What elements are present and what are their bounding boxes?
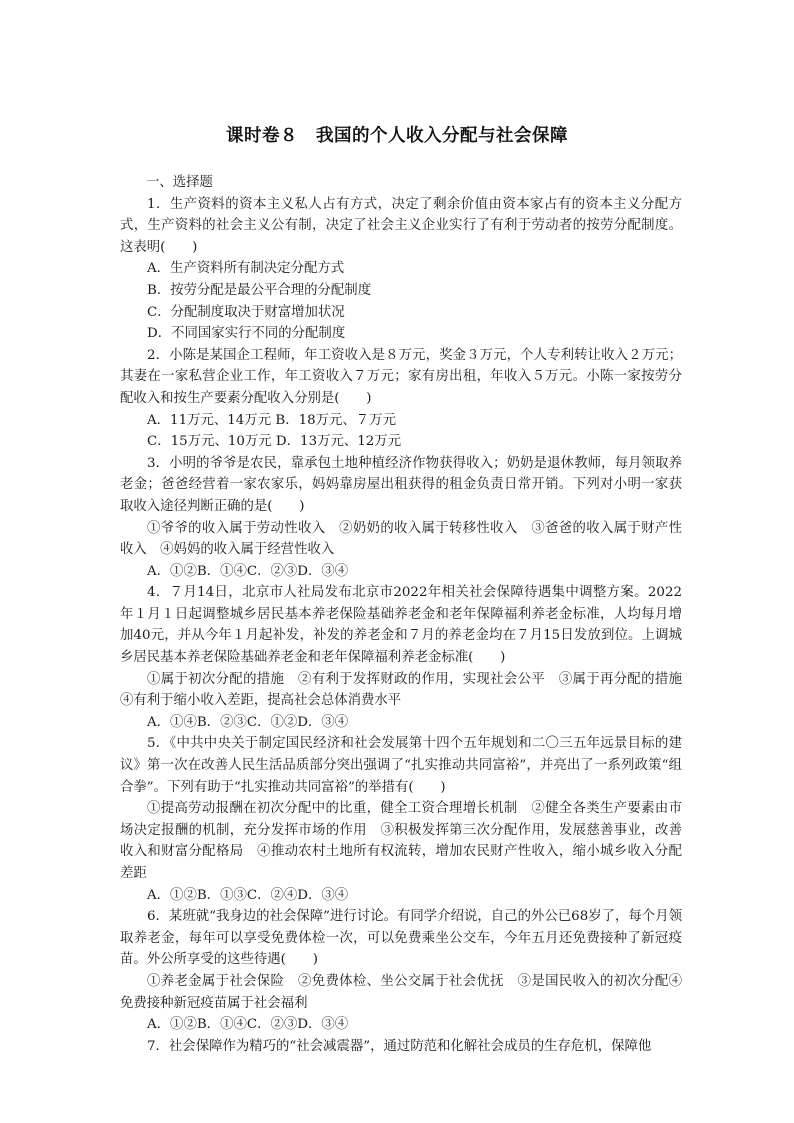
question-statements: ①提高劳动报酬在初次分配中的比重，健全工资合理增长机制 ②健全各类生产要素由市场决定报酬的机制，充分发挥市场的作用 ③积极发挥第三次分配作用，发展慈善事业，改善收入和财富分配格局 ④推动农村土地所有权流转，增加农民财产性收入，缩小城乡收入分配差距: [120, 801, 682, 881]
option-b: B．按劳分配是最公平合理的分配制度: [147, 282, 372, 298]
question-stem: 2．小陈是某国企工程师，年工资收入是８万元，奖金３万元，个人专利转让收入２万元；其妻在一家私营企业工作，年工资收入７万元；家有房出租，年收入５万元。小陈一家按劳分配收入和按生产要素分配收入分别是( ): [120, 347, 682, 406]
option-a: A．生产资料所有制决定分配方式: [147, 261, 345, 277]
section-heading: 一、选择题: [146, 175, 213, 190]
question-7: [120, 1036, 682, 1058]
question-stem: 3．小明的爷爷是农民，靠承包土地种植经济作物获得收入；奶奶是退休教师，每月领取养老金；爸爸经营着一家农家乐，妈妈靠房屋出租获得的租金负责日常开销。下列对小明一家获取收入途径判断正确的是( ): [120, 455, 682, 514]
question-statements: ①属于初次分配的措施 ②有利于发挥财政的作用，实现社会公平 ③属于再分配的措施 ④有利于缩小收入差距，提高社会总体消费水平: [120, 671, 696, 709]
question-statements: ①爷爷的收入属于劳动性收入 ②奶奶的收入属于转移性收入 ③爸爸的收入属于财产性收入 ④妈妈的收入属于经营性收入: [120, 520, 682, 558]
question-1: [120, 194, 682, 345]
question-stem: 4．７月14日，北京市人社局发布北京市2022年相关社会保障待遇集中调整方案。2022年１月１日起调整城乡居民基本养老保险基础养老金和老年保障福利养老金标准，人均每月增加40元，并从今年１月起补发，补发的养老金和７月的养老金均在７月15日发放到位。上调城乡居民基本养老保险基础养老金和老年保障福利养老金标准( ): [120, 585, 682, 666]
question-stem: 6．某班就“我身边的社会保障”进行讨论。有同学介绍说，自己的外公已68岁了，每个月领取养老金，每年可以享受免费体检一次，可以免费乘坐公交车，今年五月还免费接种了新冠疫苗。外公所享受的这些待遇( ): [120, 909, 682, 968]
options-ab: A．11万元、14万元 B．18万元、７万元: [147, 412, 396, 428]
options-line: A．①②B．①④C．②③D．③④: [147, 1017, 349, 1033]
options-line: A．①④B．②③C．①②D．③④: [147, 714, 349, 730]
question-4: [120, 582, 696, 733]
options-line: A．①②B．①③C．②④D．③④: [147, 887, 349, 903]
question-2: [120, 345, 682, 453]
page-title: 课时卷８ 我国的个人收入分配与社会保障: [226, 126, 568, 146]
options-cd: C．15万元、10万元 D．13万元、12万元: [147, 434, 402, 450]
question-statements: ①养老金属于社会保险 ②免费体检、坐公交属于社会优抚 ③是国民收入的初次分配④免费接种新冠疫苗属于社会福利: [120, 973, 682, 1011]
question-stem: 5．《中共中央关于制定国民经济和社会发展第十四个五年规划和二〇三五年远景目标的建议》第一次在改善人民生活品质部分突出强调了“扎实推动共同富裕”，并亮出了一系列政策“组合拳”。下列有助于“扎实推动共同富裕”的举措有( ): [120, 736, 682, 795]
question-stem: 1．生产资料的资本主义私人占有方式，决定了剩余价值由资本家占有的资本主义分配方式，生产资料的社会主义公有制，决定了社会主义企业实行了有利于劳动者的按劳分配制度。这表明( ): [120, 196, 682, 255]
question-5: [120, 733, 682, 906]
document-body: [120, 172, 696, 1057]
option-c: C．分配制度取决于财富增加状况: [147, 304, 345, 320]
option-d: D．不同国家实行不同的分配制度: [147, 326, 346, 342]
question-6: [120, 906, 682, 1036]
options-line: A．①②B．①④C．②③D．③④: [147, 563, 349, 579]
question-3: [120, 453, 682, 583]
question-stem: 7．社会保障作为精巧的“社会减震器”，通过防范和化解社会成员的生存危机，保障他: [147, 1038, 652, 1054]
